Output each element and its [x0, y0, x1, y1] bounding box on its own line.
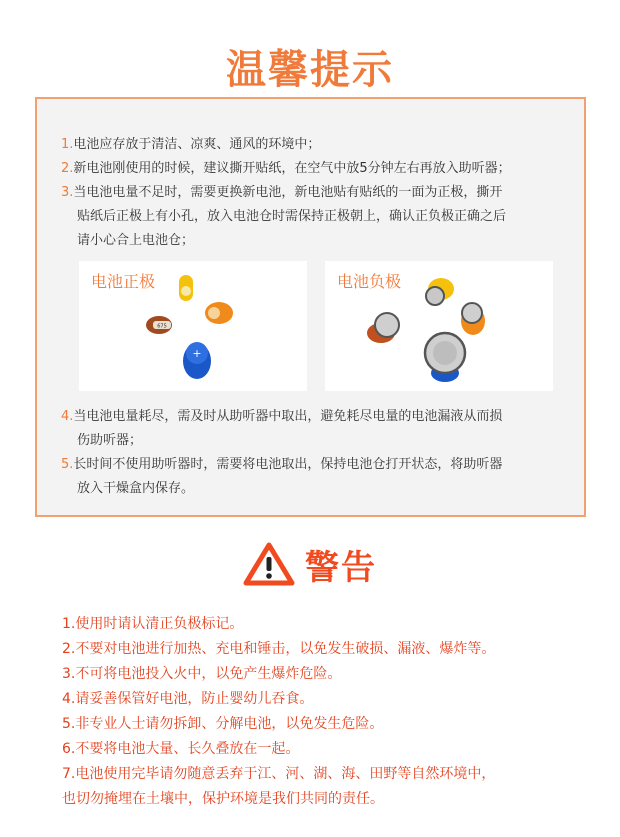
tip-number: 1. [61, 137, 74, 152]
page-title: 温馨提示 [226, 47, 394, 93]
photo-label: 电池负极 [337, 272, 402, 291]
battery-positive-illustration [79, 261, 307, 391]
photo-negative-pole [325, 261, 553, 391]
warning-item: 7.电池使用完毕请勿随意丢弃于江、河、湖、海、田野等自然环境中， [62, 766, 496, 782]
positive-sign: + [192, 347, 202, 360]
tip-text-continued: 请小心合上电池仓； [77, 233, 195, 248]
warning-item: 2.不要对电池进行加热、充电和锤击，以免发生破损、漏液、爆炸等。 [62, 641, 496, 657]
photo-label: 电池正极 [91, 272, 156, 291]
warning-item: 1.使用时请认清正负极标记。 [62, 616, 244, 632]
tip-text: 电池应存放于清洁、凉爽、通风的环境中； [73, 137, 321, 152]
tip-text: 当电池电量不足时，需要更换新电池，新电池贴有贴纸的一面为正极，撕开 [73, 185, 503, 200]
warning-title: 警告 [305, 547, 377, 588]
battery-disc [208, 307, 220, 319]
warning-item: 3.不可将电池投入火中，以免产生爆炸危险。 [62, 666, 342, 682]
warning-item: 4.请妥善保管好电池，防止婴幼儿吞食。 [62, 691, 314, 707]
tip-item [61, 405, 502, 453]
tip-item [61, 181, 506, 253]
tip-number: 2. [61, 161, 74, 176]
tip-text: 长时间不使用助听器时，需要将电池取出，保持电池仓打开状态，将助听器 [73, 457, 503, 472]
warning-triangle-icon [243, 542, 295, 586]
tip-text: 当电池电量耗尽，需及时从助听器中取出，避免耗尽电量的电池漏液从而损 [73, 409, 503, 424]
tip-text: 新电池刚使用的时候，建议撕开贴纸，在空气中放5分钟左右再放入助听器； [73, 161, 511, 176]
photo-positive-pole [79, 261, 307, 391]
tip-item [61, 453, 502, 501]
tip-number: 3. [61, 185, 74, 200]
warning-list [62, 612, 582, 812]
battery-disc [181, 286, 191, 296]
tip-text-continued: 伤助听器； [77, 433, 143, 448]
tip-number: 5. [61, 457, 74, 472]
battery-sticker-text: 675 [157, 323, 167, 330]
tip-item [61, 133, 320, 157]
battery-disc-center [433, 341, 457, 365]
battery-disc [375, 313, 399, 337]
tip-text-continued: 贴纸后正极上有小孔，放入电池仓时需保持正极朝上，确认正负极正确之后 [77, 209, 507, 224]
warning-header [0, 540, 620, 588]
tips-box [35, 97, 586, 517]
battery-disc [462, 303, 482, 323]
warning-item: 6.不要将电池大量、长久叠放在一起。 [62, 741, 300, 757]
battery-negative-illustration [325, 261, 553, 391]
battery-disc [426, 287, 444, 305]
tip-number: 4. [61, 409, 74, 424]
warning-item: 也切勿掩埋在土壤中，保护环境是我们共同的责任。 [62, 791, 384, 807]
tip-item [61, 157, 511, 181]
tip-text-continued: 放入干燥盒内保存。 [77, 481, 195, 496]
warning-item: 5.非专业人士请勿拆卸、分解电池，以免发生危险。 [62, 716, 384, 732]
